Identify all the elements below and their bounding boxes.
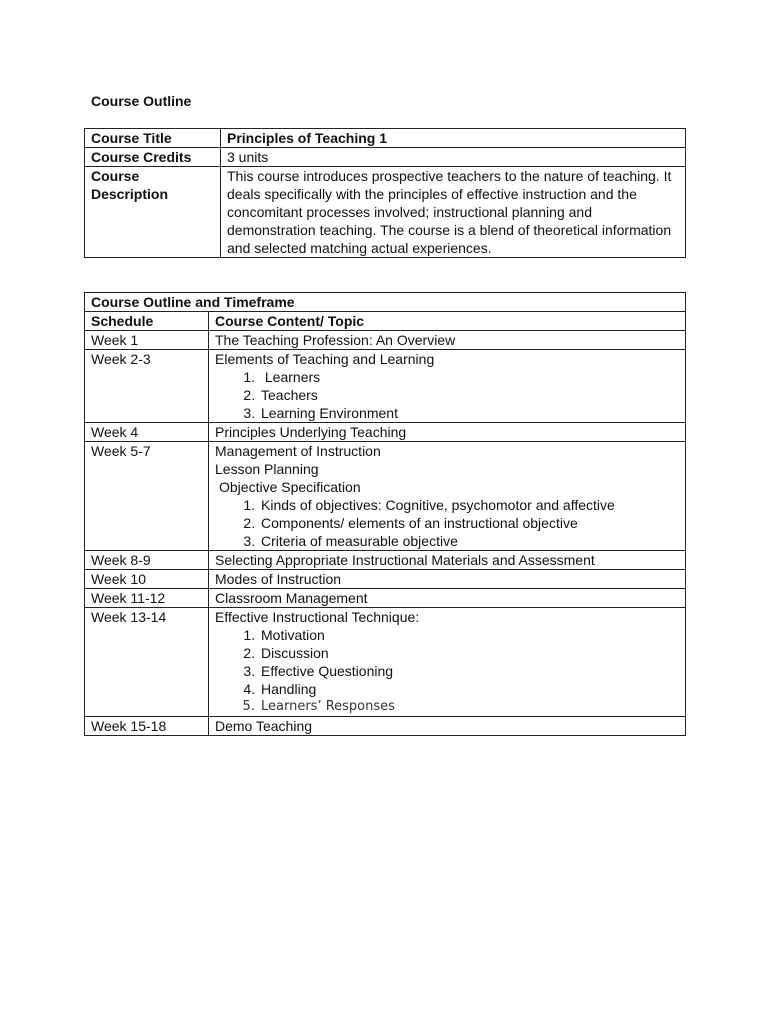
course-description-value: This course introduces prospective teachers to the nature of teaching. It deals specifically with the principles of effective instruction and the concomitant processes involved; instructional planning and demonstration teaching. The course is a blend of theoretical information and selected matching actual experiences. (221, 167, 686, 258)
topic-cell: Modes of Instruction (209, 570, 686, 589)
topic-title: Elements of Teaching and Learning (215, 351, 435, 367)
course-info-table (84, 128, 686, 258)
topic-title: Management of Instruction (215, 443, 381, 459)
list-item: 1. Learners (259, 368, 679, 386)
course-description-label: Course Description (85, 167, 221, 258)
table-row (85, 423, 686, 442)
schedule-table-title: Course Outline and Timeframe (85, 293, 686, 312)
topic-cell: Selecting Appropriate Instructional Materials and Assessment (209, 551, 686, 570)
list-item: 2. Components/ elements of an instructional objective (259, 514, 679, 532)
topic-subtitle: Objective Specification (219, 479, 361, 495)
table-row (85, 589, 686, 608)
week-cell: Week 13-14 (85, 608, 209, 717)
content-column-header: Course Content/ Topic (209, 312, 686, 331)
table-header-row (85, 312, 686, 331)
topic-cell: Classroom Management (209, 589, 686, 608)
topic-cell: Principles Underlying Teaching (209, 423, 686, 442)
course-credits-label: Course Credits (85, 148, 221, 167)
table-row (85, 331, 686, 350)
list-item: 5. Learners’ Responses (259, 698, 679, 716)
list-item: 2. Discussion (259, 644, 679, 662)
week-cell: Week 4 (85, 423, 209, 442)
week-cell: Week 8-9 (85, 551, 209, 570)
week-cell: Week 10 (85, 570, 209, 589)
course-title-label: Course Title (85, 129, 221, 148)
topic-title: Effective Instructional Technique: (215, 609, 420, 625)
schedule-column-header: Schedule (85, 312, 209, 331)
topic-cell (209, 350, 686, 423)
week-cell: Week 5-7 (85, 442, 209, 551)
list-item: 3. Learning Environment (259, 404, 679, 422)
table-row (85, 148, 686, 167)
table-row (85, 570, 686, 589)
topic-list (215, 496, 679, 550)
week-cell: Week 15-18 (85, 717, 209, 736)
list-item: 3. Effective Questioning (259, 662, 679, 680)
table-row (85, 608, 686, 717)
topic-cell (209, 442, 686, 551)
document-heading: Course Outline (91, 93, 192, 109)
topic-cell: The Teaching Profession: An Overview (209, 331, 686, 350)
table-row (85, 167, 686, 258)
list-item: 1. Motivation (259, 626, 679, 644)
table-row (85, 442, 686, 551)
list-item: 3. Criteria of measurable objective (259, 532, 679, 550)
table-row (85, 350, 686, 423)
course-credits-value: 3 units (221, 148, 686, 167)
week-cell: Week 11-12 (85, 589, 209, 608)
list-item: 2. Teachers (259, 386, 679, 404)
list-item: 1. Kinds of objectives: Cognitive, psychomotor and affective (259, 496, 679, 514)
week-cell: Week 2-3 (85, 350, 209, 423)
table-row (85, 717, 686, 736)
topic-cell (209, 608, 686, 717)
course-title-value: Principles of Teaching 1 (221, 129, 686, 148)
table-row (85, 551, 686, 570)
schedule-table (84, 292, 686, 736)
topic-subtitle: Lesson Planning (215, 461, 319, 477)
table-row (85, 129, 686, 148)
topic-list (215, 626, 679, 716)
list-item: 4. Handling (259, 680, 679, 698)
topic-list (215, 368, 679, 422)
table-row (85, 293, 686, 312)
week-cell: Week 1 (85, 331, 209, 350)
topic-cell: Demo Teaching (209, 717, 686, 736)
